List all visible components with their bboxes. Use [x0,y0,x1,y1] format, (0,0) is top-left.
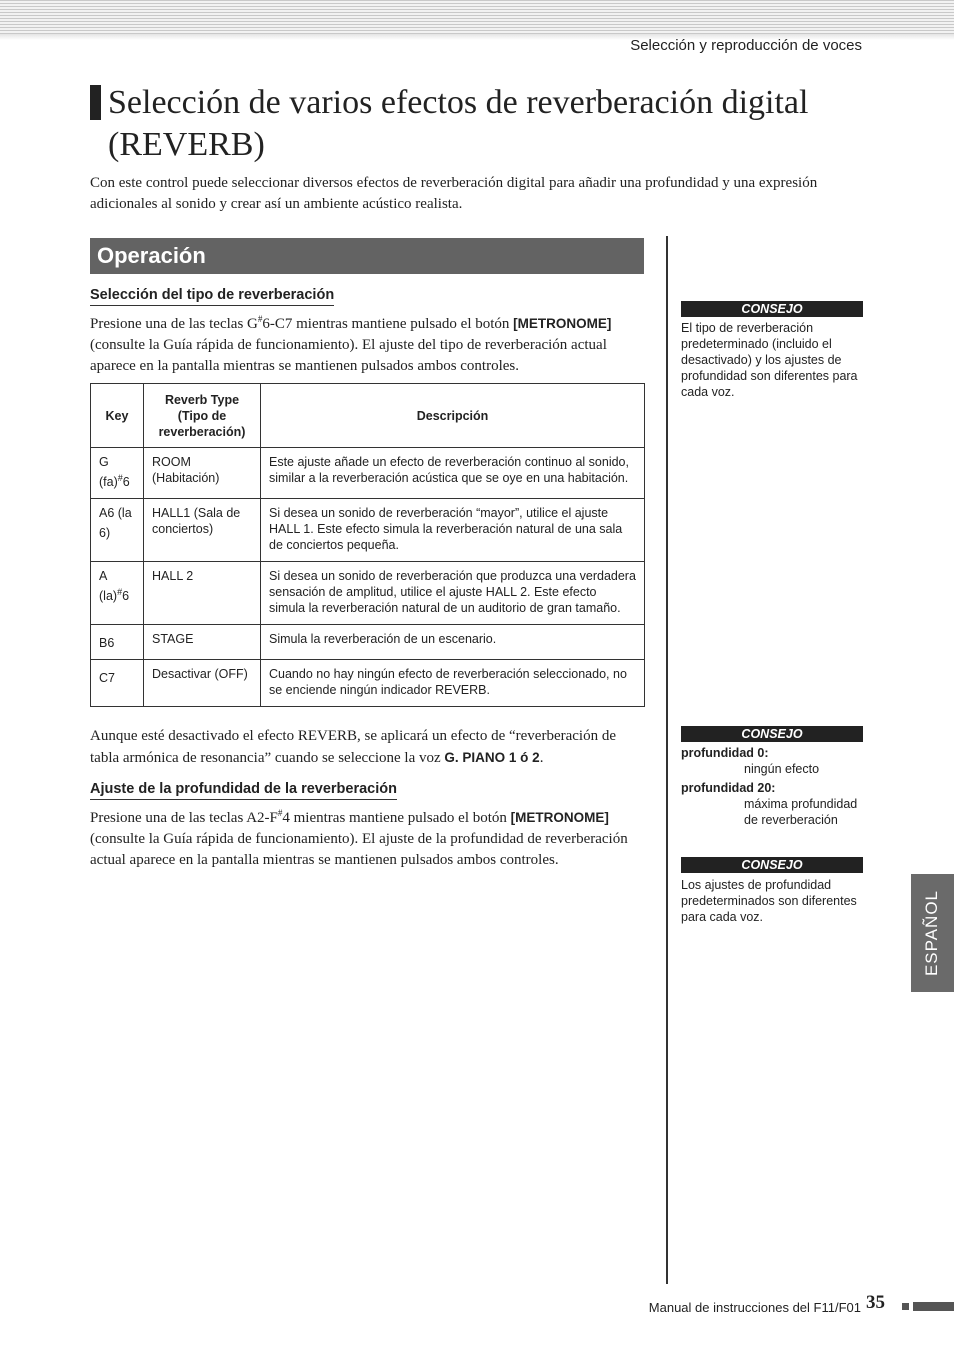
consejo-label: CONSEJO [681,726,863,742]
table-row [91,562,645,625]
reverb-depth-paragraph [90,803,644,871]
key-text: C7 [99,671,115,686]
text-run: Presione una de las teclas A2-F [90,810,278,826]
cell-description: Este ajuste añade un efecto de reverberación continuo al sonido, similar a la reverberación acústica que se oye en una habitación. [261,448,645,499]
cell-type: HALL1 (Sala de conciertos) [144,499,261,562]
footer-manual-title: Manual de instrucciones del F11/F01 [648,1300,861,1315]
sharp-sign: # [277,808,283,818]
text-run: (consulte la Guía rápida de funcionamiento). El ajuste de la profundidad de reverberación actual aparece en la pantalla mientras se mantienen pulsados ambos controles. [90,831,628,868]
soundboard-note-paragraph [90,726,644,769]
intro-paragraph: Con este control puede seleccionar diversos efectos de reverberación digital para añadir una profundidad y una expresión adicionales al sonido y crear así un ambiente acústico realista. [90,175,818,212]
subheading-reverb-type: Selección del tipo de reverberación [90,287,334,306]
cell-description: Cuando no hay ningún efecto de reverberación seleccionado, no se enciende ningún indicador REVERB. [261,660,645,707]
cell-description: Si desea un sonido de reverberación que produzca una verdadera sensación de amplitud, utilice el ajuste HALL 2. Este efecto simula la reverberación natural de un auditorio de gran tamaño. [261,562,645,625]
cell-key [91,625,144,660]
footer-square [902,1303,909,1310]
text-run: . [539,750,544,766]
top-decorative-bar [0,0,954,34]
depth-0-value: ningún efecto [744,762,820,776]
key-text: G (fa) [99,455,118,490]
voice-name: G. PIANO 1 ó 2 [444,750,540,765]
title-marker [90,85,101,120]
cell-type: Desactivar (OFF) [144,660,261,707]
cell-key [91,660,144,707]
metronome-button-ref: [METRONOME] [513,316,612,331]
reverb-type-table [90,383,645,707]
consejo-label: CONSEJO [681,301,863,317]
cell-type: HALL 2 [144,562,261,625]
text-run: Presione una de las teclas G [90,316,258,332]
table-row [91,660,645,707]
tip-default-depth: Los ajustes de profundidad predeterminados son diferentes para cada voz. [681,878,857,924]
depth-20-label: profundidad 20: [681,781,776,795]
key-text: B6 [99,636,115,651]
section-title: Operación [97,243,206,268]
tip-depth-range [681,745,865,828]
key-octave: 6 [122,589,130,604]
depth-0-label: profundidad 0: [681,746,769,760]
running-header: Selección y reproducción de voces [630,37,862,54]
sharp-sign: # [117,587,123,598]
cell-description: Si desea un sonido de reverberación “mayor”, utilice el ajuste HALL 1. Este efecto simula la reverberación natural de una sala de conciertos pequeña. [261,499,645,562]
metronome-button-ref: [METRONOME] [510,810,609,825]
cell-key [91,562,144,625]
subheading-reverb-depth: Ajuste de la profundidad de la reverberación [90,781,397,800]
text-run: Aunque esté desactivado el efecto REVERB, se aplicará un efecto de “reverberación de tabla armónica de resonancia” cuando se seleccione la voz [90,728,617,766]
text-run: 4 mientras mantiene pulsado el botón [282,810,511,826]
cell-key [91,448,144,499]
sharp-sign: # [257,314,263,324]
page-title: Selección de varios efectos de reverberación digital (REVERB) [108,84,809,163]
language-tab-label: ESPAÑOL [922,889,941,977]
tip-default-reverb: El tipo de reverberación predeterminado (incluido el desactivado) y los ajustes de profundidad son diferentes para cada voz. [681,321,858,399]
table-row [91,625,645,660]
text-run: 6-C7 mientras mantiene pulsado el botón [262,316,514,332]
footer-bar [913,1302,954,1311]
sharp-sign: # [117,473,123,483]
cell-type: STAGE [144,625,261,660]
table-row [91,499,645,562]
text-run: (consulte la Guía rápida de funcionamiento). El ajuste del tipo de reverberación actual aparece en la pantalla mientras se mantienen pulsados ambos controles. [90,337,607,374]
header-reverb-type: Reverb Type (Tipo de reverberación) [144,384,261,448]
cell-key [91,499,144,562]
table-header-row [91,384,645,448]
consejo-label: CONSEJO [681,857,863,873]
column-divider [666,236,668,1284]
cell-type: ROOM (Habitación) [144,448,261,499]
reverb-type-paragraph [90,309,644,377]
header-key: Key [91,384,144,448]
key-octave: 6 [122,475,130,490]
key-text: A (la) [99,569,118,604]
page-number: 35 [866,1292,885,1313]
header-description: Descripción [261,384,645,448]
table-row [91,448,645,499]
key-text: A6 (la 6) [99,506,132,541]
depth-20-value: máxima profundidad de reverberación [744,797,858,827]
cell-description: Simula la reverberación de un escenario. [261,625,645,660]
